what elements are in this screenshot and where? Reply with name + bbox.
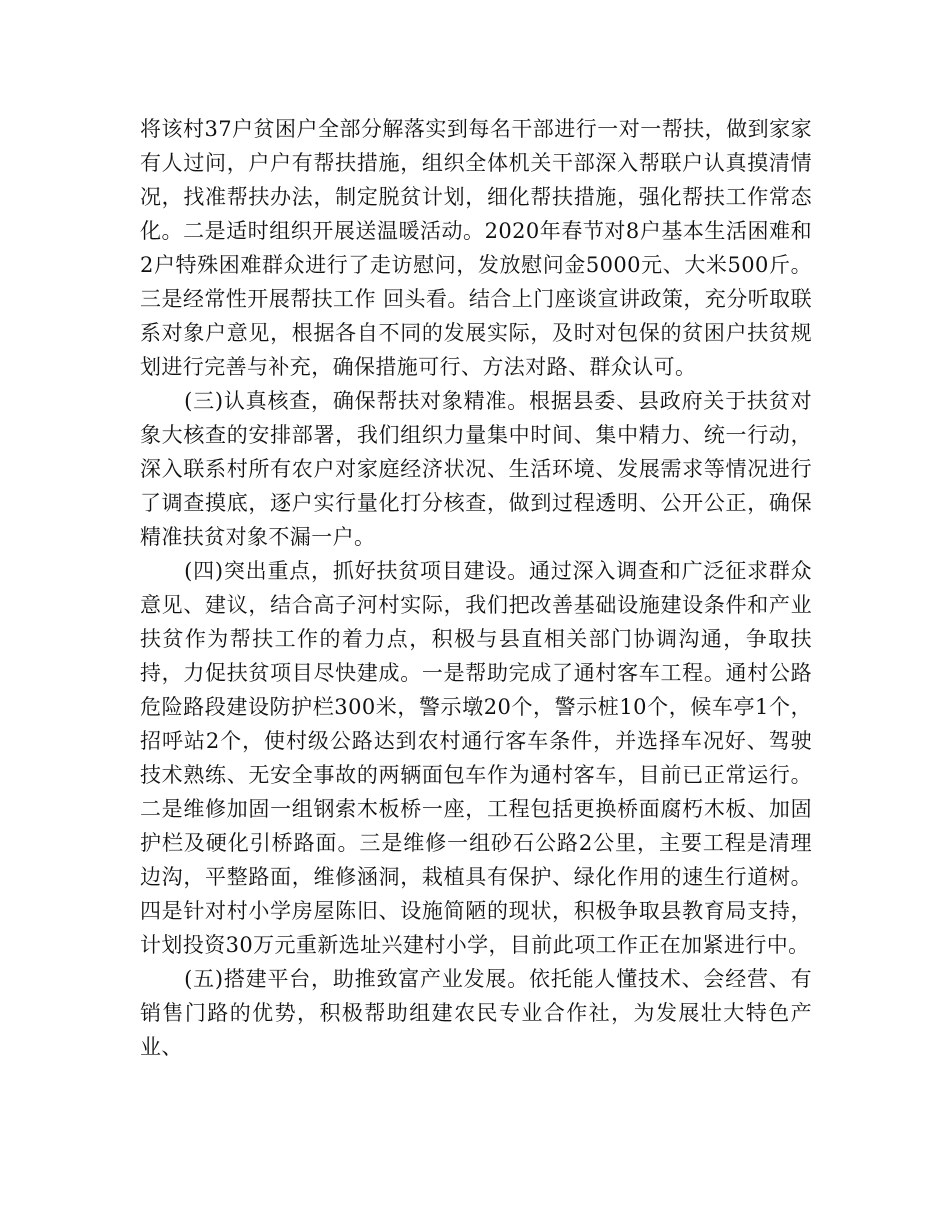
document-body (140, 112, 812, 1064)
paragraph-continuation: 将该村37户贫困户全部分解落实到每名干部进行一对一帮扶，做到家家有人过问，户户有帮扶措施，组织全体机关干部深入帮联户认真摸清情况，找准帮扶办法，制定脱贫计划，细化帮扶措施，强化帮扶工作常态化。二是适时组织开展送温暖活动。2020年春节对8户基本生活困难和2户特殊困难群众进行了走访慰问，发放慰问金5000元、大米500斤。三是经常性开展帮扶工作 回头看。结合上门座谈宣讲政策，充分听取联系对象户意见，根据各自不同的发展实际，及时对包保的贫困户扶贫规划进行完善与补充，确保措施可行、方法对路、群众认可。 (140, 117, 812, 379)
paragraph-section-4: (四)突出重点，抓好扶贫项目建设。通过深入调查和广泛征求群众意见、建议，结合高子河村实际，我们把改善基础设施建设条件和产业扶贫作为帮扶工作的着力点，积极与县直相关部门协调沟通，争取扶持，力促扶贫项目尽快建成。一是帮助完成了通村客车工程。通村公路危险路段建设防护栏300米，警示墩20个，警示桩10个，候车亭1个，招呼站2个，使村级公路达到农村通行客车条件，并选择车况好、驾驶技术熟练、无安全事故的两辆面包车作为通村客车，目前已正常运行。二是维修加固一组钢索木板桥一座，工程包括更换桥面腐朽木板、加固护栏及硬化引桥路面。三是维修一组砂石公路2公里，主要工程是清理边沟，平整路面，维修涵洞，栽植具有保护、绿化作用的速生行道树。四是针对村小学房屋陈旧、设施简陋的现状，积极争取县教育局支持，计划投资30万元重新选址兴建村小学，目前此项工作正在加紧进行中。 (140, 559, 812, 957)
paragraph-section-3: (三)认真核查，确保帮扶对象精准。根据县委、县政府关于扶贫对象大核查的安排部署，我们组织力量集中时间、集中精力、统一行动，深入联系村所有农户对家庭经济状况、生活环境、发展需求等情况进行了调查摸底，逐户实行量化打分核查，做到过程透明、公开公正，确保精准扶贫对象不漏一户。 (140, 389, 812, 549)
paragraph-section-5: (五)搭建平台，助推致富产业发展。依托能人懂技术、会经营、有销售门路的优势，积极帮助组建农民专业合作社，为发展壮大特色产业、 (140, 967, 812, 1059)
